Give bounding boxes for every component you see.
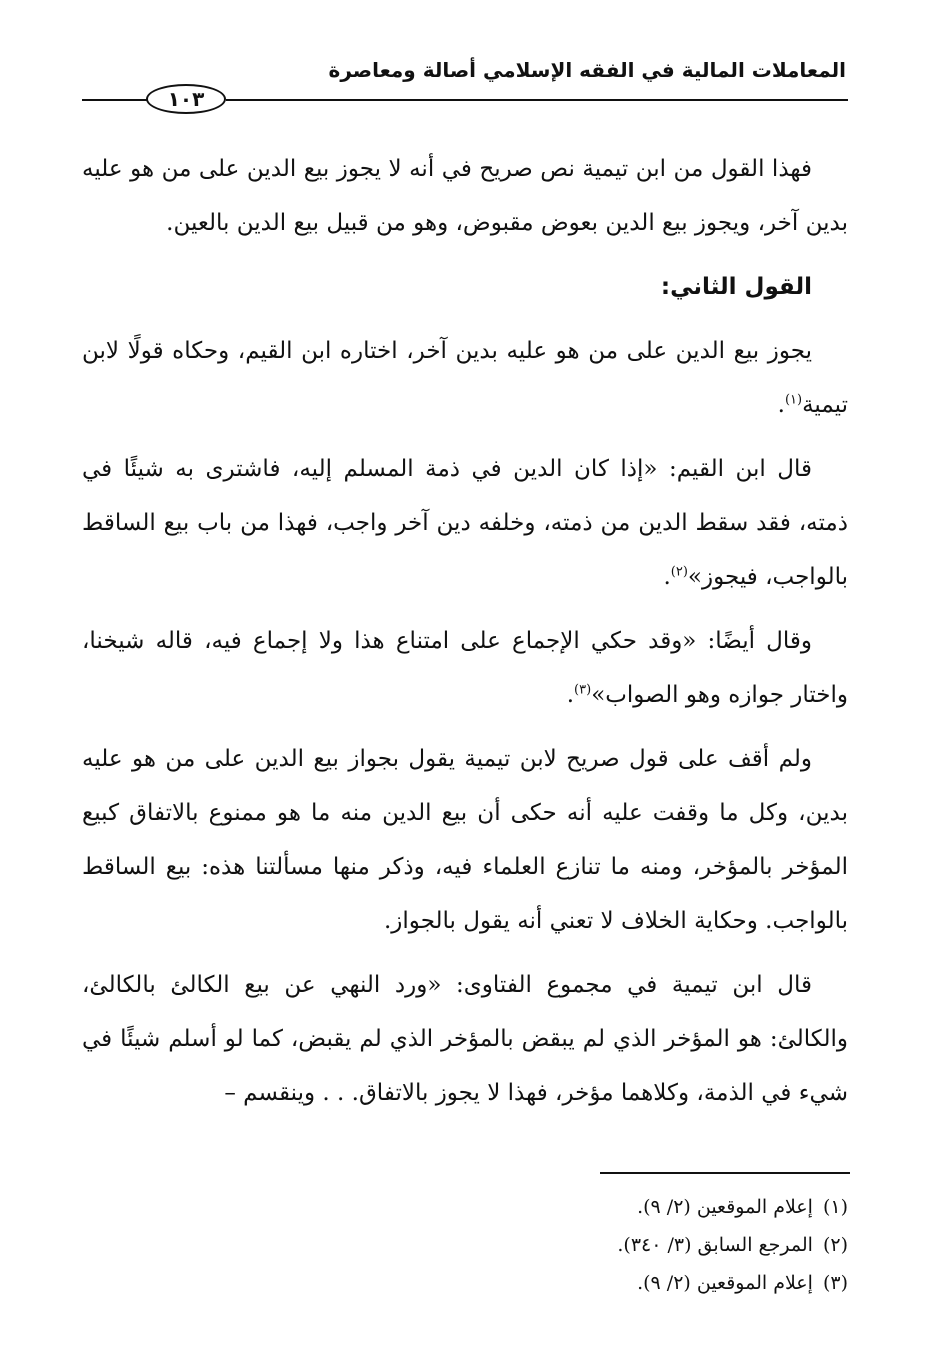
header-rule-right bbox=[226, 99, 848, 101]
footnote-ref-3: (٣) bbox=[574, 682, 592, 698]
running-title: المعاملات المالية في الفقه الإسلامي أصالة ومعاصرة bbox=[328, 58, 846, 82]
footnote-2 bbox=[348, 1226, 848, 1264]
page-body bbox=[82, 142, 848, 1120]
footnote-2-text: المرجع السابق (٣/ ٣٤٠). bbox=[617, 1234, 813, 1256]
paragraph-5: ولم أقف على قول صريح لابن تيمية يقول بجواز بيع الدين على من هو عليه بدين، وكل ما وقفت عليه أنه حكى أن بيع الدين منه ما هو ممنوع بالاتفاق كبيع المؤخر بالمؤخر، ومنه ما تنازع العلماء فيه، وذكر منها مسألتنا هذه: بيع الساقط بالواجب. وحكاية الخلاف لا تعني أنه يقول بالجواز. bbox=[82, 746, 848, 934]
footnote-separator bbox=[600, 1172, 850, 1174]
paragraph-3-end: . bbox=[663, 564, 671, 590]
footnote-1-text: إعلام الموقعين (٢/ ٩). bbox=[637, 1196, 813, 1218]
paragraph-4 bbox=[82, 614, 848, 722]
footnote-2-marker: (٢) bbox=[822, 1234, 848, 1256]
paragraph-4-end: . bbox=[566, 682, 575, 708]
footnote-1-marker: (١) bbox=[822, 1196, 848, 1218]
paragraph-6: قال ابن تيمية في مجموع الفتاوى: «ورد النهي عن بيع الكالئ بالكالئ، والكالئ: هو المؤخر الذي لم يبقض بالمؤخر الذي لم يقبض، كما لو أسلم شيئًا في شيء في الذمة، وكلاهما مؤخر، فهذا لا يجوز بالاتفاق. . . وينقسم – bbox=[82, 972, 848, 1106]
header-rule-left bbox=[82, 99, 148, 101]
footnote-3-marker: (٣) bbox=[822, 1272, 848, 1294]
paragraph-3-text: قال ابن القيم: «إذا كان الدين في ذمة المسلم إليه، فاشترى به شيئًا في ذمته، فقد سقط الدين من ذمته، وخلفه دين آخر واجب، فهذا من باب بيع الساقط بالواجب، فيجوز» bbox=[82, 456, 848, 590]
paragraph-4-text: وقال أيضًا: «وقد حكي الإجماع على امتناع هذا ولا إجماع فيه، قاله شيخنا، واختار جوازه وهو الصواب» bbox=[82, 628, 848, 708]
paragraph-2-text: يجوز بيع الدين على من هو عليه بدين آخر، اختاره ابن القيم، وحكاه قولًا لابن تيمية bbox=[82, 338, 848, 418]
paragraph-2 bbox=[82, 324, 848, 432]
footnote-3 bbox=[348, 1264, 848, 1302]
section-heading: القول الثاني: bbox=[660, 274, 812, 300]
footnotes bbox=[348, 1188, 848, 1302]
footnote-ref-1: (١) bbox=[784, 392, 803, 408]
footnote-ref-2: (٢) bbox=[670, 564, 688, 580]
footnote-3-text: إعلام الموقعين (٢/ ٩). bbox=[637, 1272, 813, 1294]
paragraph-1: فهذا القول من ابن تيمية نص صريح في أنه لا يجوز بيع الدين على من هو عليه بدين آخر، ويجوز بيع الدين بعوض مقبوض، وهو من قبيل بيع الدين بالعين. bbox=[82, 156, 848, 236]
paragraph-2-end: . bbox=[777, 392, 785, 418]
page-number: ١٠٣ bbox=[146, 84, 226, 114]
paragraph-3 bbox=[82, 442, 848, 604]
footnote-1 bbox=[348, 1188, 848, 1226]
